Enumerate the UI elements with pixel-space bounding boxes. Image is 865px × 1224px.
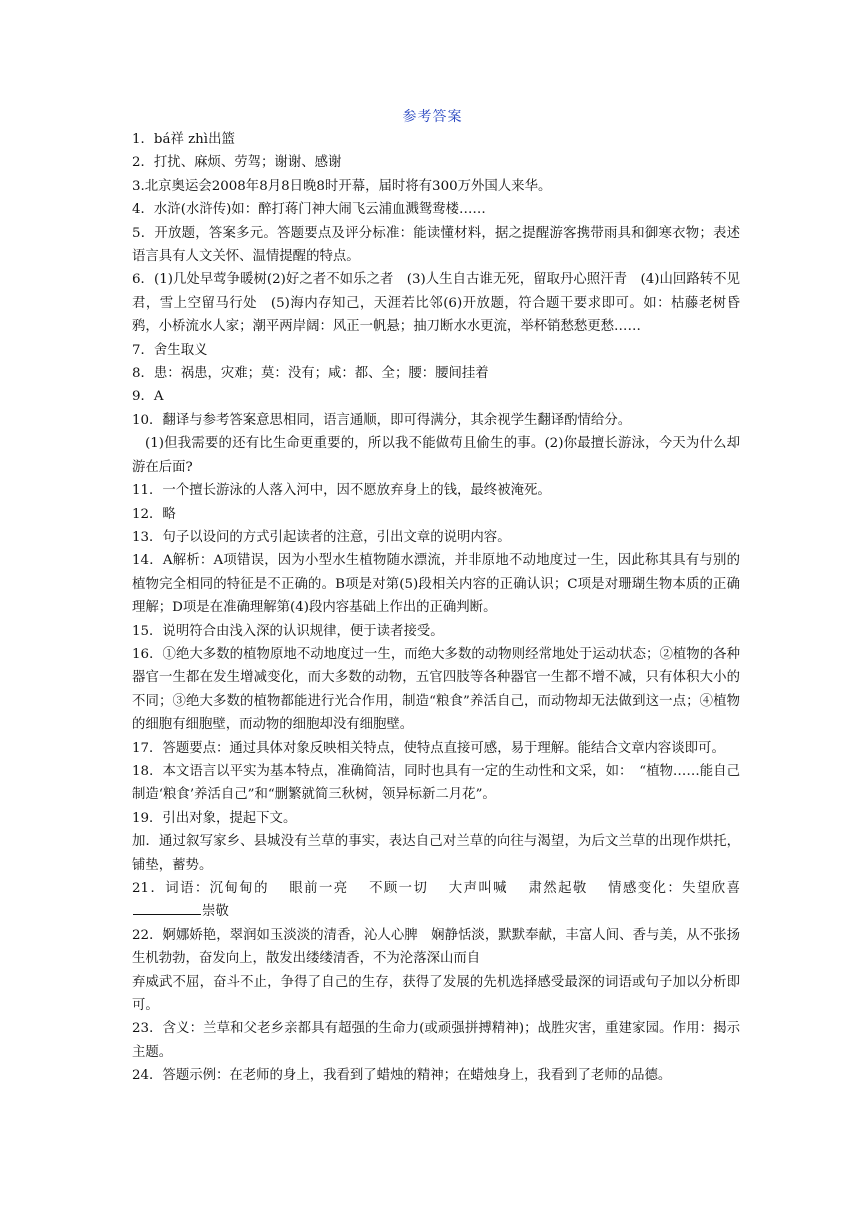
answer-item-5: 5．开放题，答案多元。答题要点及评分标准：能读懂材料，据之提醒游客携带雨具和御寒衣物；表述语言具有人文关怀、温情提醒的特点。 [132,225,740,265]
answer-item-8: 8．患：祸患，灾难；莫：没有；咸：都、全；腰：腰间挂着 [132,366,489,382]
answer-item-1: 1．bá祥 zhì出篮 [132,132,235,147]
answer-item-22: 22．婀娜娇艳，翠润如玉淡淡的清香，沁人心脾 娴静恬淡，默默奉献，丰富人间、香与美，从不张扬 生机勃勃，奋发向上，散发出缕缕清香，不为沦落深山而自 [132,927,754,967]
answer-item-22-continued: 弃威武不屈，奋斗不止，争得了自己的生存，获得了发展的先机选择感受最深的词语或句子加以分析即可。 [132,974,740,1014]
answer-item-17: 17．答题要点：通过具体对象反映相关特点，使特点直接可感，易于理解。能结合文章内容谈即可。 [132,740,725,756]
answer-item-3: 3.北京奥运会2008年8月8日晚8时开幕，届时将有300万外国人来华。 [132,178,552,194]
answer-item-13: 13．句子以设问的方式引起读者的注意，引出文章的说明内容。 [132,529,511,545]
answer-item-11: 11．一个擅长游泳的人落入河中，因不愿放弃身上的钱，最终被淹死。 [132,483,551,499]
answer-item-24: 24．答题示例：在老师的身上，我看到了蜡烛的精神；在蜡烛身上，我看到了老师的品德。 [132,1068,672,1084]
answer-item-21 [132,877,740,924]
answer-item-18: 18．本文语言以平实为基本特点，准确简洁，同时也具有一定的生动性和文采，如： “植物……能自己制造‘粮食’养活自己”和“删繁就简三秋树，领异标新二月花”。 [132,763,740,803]
answer-list [132,128,754,1088]
answer-item-10-translation: (1)但我需要的还有比生命更重要的，所以我不能做苟且偷生的事。(2)你最擅长游泳，今天为什么却游在后面? [132,436,740,475]
answer-item-15: 15．说明符合由浅入深的认识规律，便于读者接受。 [132,623,444,639]
answer-item-16: 16．①绝大多数的植物原地不动地度过一生，而绝大多数的动物则经常地处于运动状态；②植物的各种器官一生都在发生增减变化，而大多数的动物，五官四肢等各种器官一生都不增不减，只有体积大小的不同；③绝大多数的植物都能进行光合作用，制造“粮食”养活自己，而动物却无法做到这一点；④植物的细胞有细胞壁，而动物的细胞却没有细胞壁。 [132,646,740,733]
answer-item-19: 19．引出对象，提起下文。 [132,810,297,826]
answer-item-20: 加．通过叙写家乡、县城没有兰草的事实，表达自己对兰草的向往与渴望，为后文兰草的出现作烘托，铺垫，蓄势。 [132,834,740,873]
answer-item-4: 4．水浒(水浒传)如：醉打蒋门神大闹飞云浦血溅鸳鸯楼…… [132,202,486,218]
answer-item-23: 23．含义：兰草和父老乡亲都具有超强的生命力(或顽强拼搏精神)；战胜灾害，重建家园。作用：揭示主题。 [132,1021,740,1060]
page-title: 参考答案 [402,109,463,125]
answer-item-12: 12．略 [132,506,176,522]
answer-item-9: 9．A [132,389,164,405]
answer-item-10: 10．翻译与参考答案意思相同，语言通顺，即可得满分，其余视学生翻译酌情给分。 [132,412,632,428]
answer-item-14: 14．A解析：A项错误，因为小型水生植物随水漂流，并非原地不动地度过一生，因此称其具有与别的植物完全相同的特征是不正确的。B项是对第(5)段相关内容的正确认识；C项是对珊瑚生物本质的正确理解；D项是在准确理解第(4)段内容基础上作出的正确判断。 [132,553,740,616]
answer-item-2: 2．打扰、麻烦、劳驾；谢谢、感谢 [132,155,342,171]
fill-blank-line [133,900,201,915]
answer-item-21-text: 21．词语：沉甸甸的 眼前一亮 不顾一切 大声叫喊 肃然起敬 情感变化：失望欣喜 [132,881,740,896]
answer-item-7: 7．舍生取义 [132,342,208,358]
answer-item-21-end: 崇敬 [202,904,229,920]
answer-item-6: 6．(1)几处早莺争暖树(2)好之者不如乐之者 (3)人生自古谁无死，留取丹心照汗青 (4)山回路转不见君，雪上空留马行处 (5)海内存知己，天涯若比邻(6)开放题，符合题干要求即可。如：枯藤老树昏鸦，小桥流水人家；潮平两岸阔：风正一帆悬；抽刀断水水更流，举杯销愁愁更愁…… [132,272,740,335]
